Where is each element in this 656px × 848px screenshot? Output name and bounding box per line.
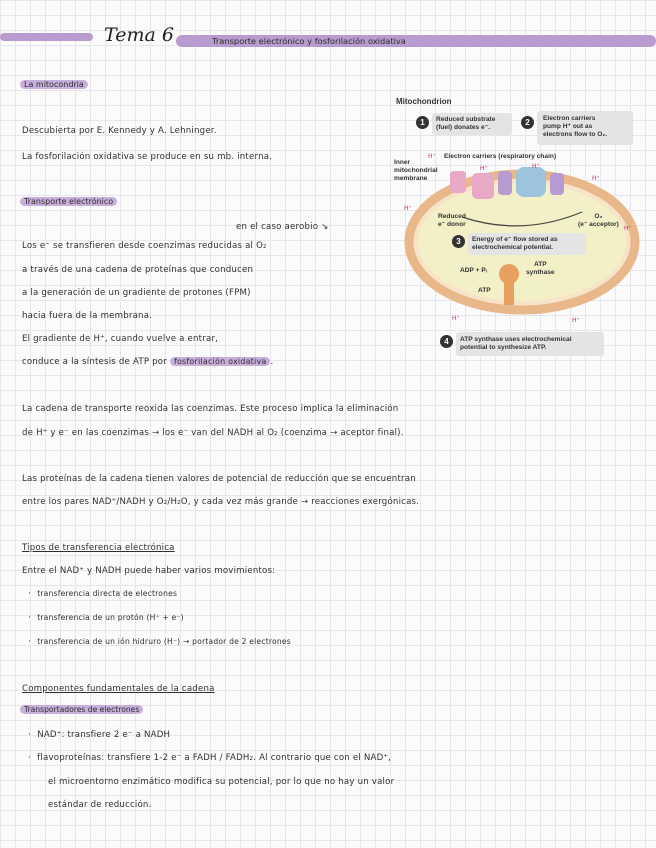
highlight-fosforilacion: fosforilación oxidativa	[170, 357, 271, 366]
proton-marker: H⁺	[624, 225, 632, 232]
step-4-text	[460, 336, 572, 352]
atp-synthase-head	[499, 264, 519, 284]
list-item-text: NAD⁺: transfiere 2 e⁻ a NADH	[37, 730, 171, 740]
page-title: Tema 6	[104, 24, 174, 46]
step-2-line: electrons flow to O₂.	[543, 131, 608, 138]
adp-label: ADP + Pᵢ	[460, 267, 487, 274]
text-fragment: conduce a la síntesis de ATP por	[22, 357, 167, 367]
bullet: ·	[28, 613, 38, 623]
header-bar-left	[0, 33, 93, 41]
list-item	[28, 589, 177, 599]
continuation-line: el microentorno enzimático modifica su potencial, por lo que no hay un valor	[48, 777, 395, 787]
o2-acceptor-line: O₂	[594, 213, 603, 220]
inner-membrane-line: membrane	[394, 175, 428, 182]
o2-acceptor-label	[578, 213, 619, 229]
page-subtitle: Transporte electrónico y fosforilación oxidativa	[212, 36, 406, 46]
reduced-donor-label	[438, 213, 466, 229]
proton-marker: H⁺	[592, 175, 600, 182]
inner-membrane-line: Inner	[394, 159, 411, 166]
reduced-donor-line: e⁻ donor	[438, 221, 466, 228]
step-4-marker: 4	[440, 335, 453, 348]
carrier-blue	[516, 167, 546, 197]
step-3-text	[472, 236, 558, 252]
paragraph-line: Las proteínas de la cadena tienen valores de potencial de reducción que se encuentran	[22, 474, 416, 484]
step-2-marker: 2	[521, 116, 534, 129]
aside-note	[236, 222, 329, 232]
step-3-line: electrochemical potential.	[472, 244, 553, 251]
text-line: La fosforilación oxidativa se produce en su mb. interna.	[22, 152, 273, 162]
atp-synthase-label	[526, 261, 555, 277]
atp-synthase-line: synthase	[526, 269, 555, 276]
paragraph-line: de H⁺ y e⁻ en las coenzimas → los e⁻ van del NADH al O₂ (coenzima → aceptor final).	[22, 428, 404, 438]
paragraph-line: La cadena de transporte reoxida las coenzimas. Este proceso implica la eliminación	[22, 404, 399, 414]
componentes-heading: Componentes fundamentales de la cadena	[22, 684, 215, 694]
step-1-text	[436, 116, 495, 132]
list-item-text: transferencia de un ión hidruro (H⁻) → portador de 2 electrones	[37, 637, 291, 646]
step-2-line: Electron carriers	[543, 115, 596, 122]
bullet: ·	[28, 753, 38, 763]
text-line: a través de una cadena de proteínas que conducen	[22, 265, 254, 275]
tipos-heading: Tipos de transferencia electrónica	[22, 543, 175, 553]
text-line: a la generación de un gradiente de protones (FPM)	[22, 288, 251, 298]
bullet: ·	[28, 589, 38, 599]
continuation-line: estándar de reducción.	[48, 800, 152, 810]
bullet: ·	[28, 730, 38, 740]
proton-marker: H⁺	[572, 317, 580, 324]
section-heading-transporte: Transporte electrónico	[20, 197, 117, 206]
proton-marker: H⁺	[404, 205, 412, 212]
proton-marker: H⁺	[428, 153, 436, 160]
paragraph-line: entre los pares NAD⁺/NADH y O₂/H₂O, y cada vez más grande → reacciones exergónicas.	[22, 497, 420, 507]
step-3-marker: 3	[452, 235, 465, 248]
period: .	[270, 357, 274, 367]
proton-marker: H⁺	[452, 315, 460, 322]
list-item-text: transferencia directa de electrones	[37, 589, 178, 598]
step-4-line: potential to synthesize ATP.	[460, 344, 547, 351]
text-line: hacia fuera de la membrana.	[22, 311, 153, 321]
list-item-text: transferencia de un protón (H⁺ + e⁻)	[37, 613, 184, 622]
step-1-marker: 1	[416, 116, 429, 129]
text-line-with-highlight	[22, 357, 273, 367]
atp-label: ATP	[478, 287, 491, 294]
text-line: El gradiente de H⁺, cuando vuelve a entrar,	[22, 334, 219, 344]
carrier-purple	[498, 171, 512, 195]
section-heading-mitocondria: La mitocondria	[20, 80, 88, 89]
list-item	[28, 637, 291, 647]
list-item-text: flavoproteínas: transfiere 1-2 e⁻ a FADH / FADH₂. Al contrario que con el NAD⁺,	[37, 753, 392, 763]
list-item	[28, 753, 391, 763]
mitochondrion-figure	[392, 95, 642, 365]
step-1-line: Reduced substrate	[436, 116, 496, 123]
electron-carriers-label: Electron carriers (respiratory chain)	[444, 153, 557, 160]
step-2-text	[543, 115, 607, 139]
list-item	[28, 730, 170, 740]
curved-arrow-icon: ↘	[321, 222, 329, 232]
proton-marker: H⁺	[480, 165, 488, 172]
carrier-pink-2	[472, 173, 494, 199]
carrier-pink-1	[450, 171, 466, 193]
inner-membrane-line: mitochondrial	[394, 167, 438, 174]
step-2-line: pump H⁺ out as	[543, 123, 593, 130]
carrier-purple-2	[550, 173, 564, 195]
step-3-line: Energy of e⁻ flow stored as	[472, 236, 558, 243]
reduced-donor-line: Reduced	[438, 213, 466, 220]
step-4-line: ATP synthase uses electrochemical	[460, 336, 572, 343]
list-item	[28, 613, 184, 623]
bullet: ·	[28, 637, 38, 647]
transportadores-subheading: Transportadores de electrones	[20, 705, 143, 714]
aside-text: en el caso aerobio	[236, 222, 319, 232]
figure-title: Mitochondrion	[396, 97, 452, 106]
proton-marker: H⁺	[532, 163, 540, 170]
atp-synthase-line: ATP	[533, 261, 547, 268]
tipos-intro: Entre el NAD⁺ y NADH puede haber varios movimientos:	[22, 566, 276, 576]
o2-acceptor-line: (e⁻ acceptor)	[578, 221, 619, 228]
text-line: Los e⁻ se transfieren desde coenzimas reducidas al O₂	[22, 241, 267, 251]
text-line: Descubierta por E. Kennedy y A. Lehninger.	[22, 126, 217, 136]
step-1-line: (fuel) donates e⁻.	[436, 124, 491, 131]
